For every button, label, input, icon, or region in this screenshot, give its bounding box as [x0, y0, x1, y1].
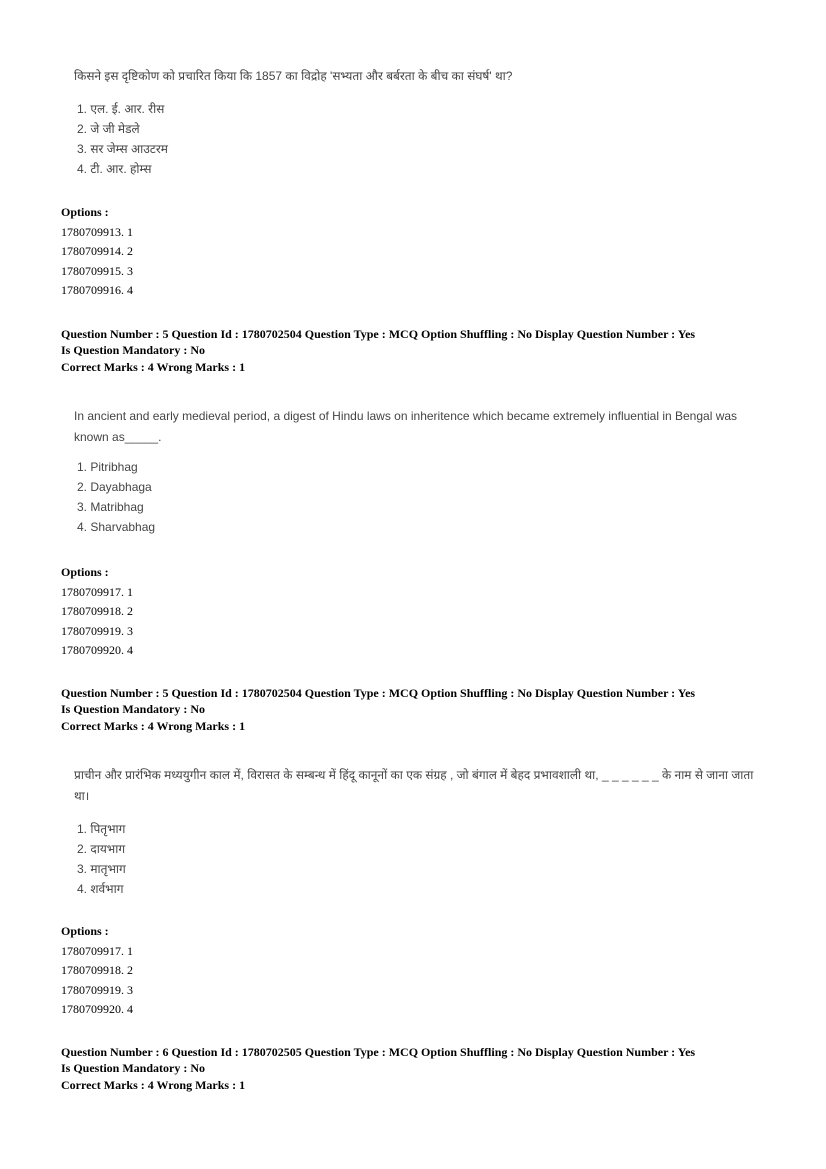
option-item: 4. शर्वभाग [77, 882, 124, 896]
meta-line: Question Number : 5 Question Id : 1780702504 Question Type : MCQ Option Shuffling : No Display Question Number : Yes [61, 686, 696, 700]
option-id-row: 1780709917. 1 [61, 943, 133, 958]
option-id-row: 1780709915. 3 [61, 263, 133, 278]
question-image-q5-english [74, 406, 744, 537]
option-list [74, 457, 744, 537]
meta-line: Correct Marks : 4 Wrong Marks : 1 [61, 360, 246, 374]
options-label: Options : [61, 565, 109, 579]
option-item: 3. Matribhag [77, 500, 144, 514]
option-id-row: 1780709920. 4 [61, 1002, 133, 1016]
meta-line: Correct Marks : 4 Wrong Marks : 1 [61, 1078, 246, 1092]
options-block [61, 563, 133, 661]
question-text: प्राचीन और प्रारंभिक मध्ययुगीन काल में, विरासत के सम्बन्ध में हिंदू कानूनों का एक संग्रह , जो बंगाल में बेहद प्रभावशाली था, _ _ _ _ _ _ के नाम से जाना जाता था। [74, 768, 754, 803]
option-item: 4. Sharvabhag [77, 520, 156, 534]
option-item: 2. Dayabhaga [77, 480, 152, 494]
option-item: 1. पितृभाग [77, 822, 126, 836]
question-meta [61, 326, 771, 375]
option-item: 4. टी. आर. होम्स [77, 162, 152, 176]
question-meta [61, 1044, 771, 1093]
meta-line: Correct Marks : 4 Wrong Marks : 1 [61, 719, 246, 733]
meta-line: Is Question Mandatory : No [61, 343, 206, 357]
question-image-q4-hindi [74, 66, 774, 179]
option-id-row: 1780709919. 3 [61, 982, 133, 997]
question-text: किसने इस दृष्टिकोण को प्रचारित किया कि 1857 का विद्रोह 'सभ्यता और बर्बरता के बीच का संघर्ष' था? [74, 69, 513, 83]
meta-line: Is Question Mandatory : No [61, 702, 206, 716]
option-item: 3. सर जेम्स आउटरम [77, 142, 168, 156]
option-item: 3. मातृभाग [77, 862, 126, 876]
option-id-row: 1780709916. 4 [61, 283, 133, 297]
option-id-row: 1780709917. 1 [61, 584, 133, 599]
option-item: 2. जे जी मेडले [77, 122, 140, 136]
option-id-row: 1780709919. 3 [61, 623, 133, 638]
options-label: Options : [61, 205, 109, 219]
option-id-row: 1780709920. 4 [61, 643, 133, 657]
option-id-row: 1780709918. 2 [61, 604, 133, 618]
options-label: Options : [61, 924, 109, 938]
meta-line: Question Number : 5 Question Id : 1780702504 Question Type : MCQ Option Shuffling : No Display Question Number : Yes [61, 327, 696, 341]
options-block [61, 922, 133, 1020]
option-item: 1. एल. ई. आर. रीस [77, 102, 165, 116]
question-text: In ancient and early medieval period, a digest of Hindu laws on inheritence which became extremely influential in Bengal was known as_____. [74, 409, 738, 444]
options-block [61, 203, 133, 301]
meta-line: Is Question Mandatory : No [61, 1061, 206, 1075]
question-meta [61, 685, 771, 734]
option-id-row: 1780709918. 2 [61, 963, 133, 977]
option-id-row: 1780709914. 2 [61, 244, 133, 258]
question-image-q5-hindi [74, 765, 769, 899]
option-list [74, 99, 774, 179]
option-id-row: 1780709913. 1 [61, 224, 133, 239]
option-list [74, 819, 769, 899]
meta-line: Question Number : 6 Question Id : 1780702505 Question Type : MCQ Option Shuffling : No Display Question Number : Yes [61, 1045, 696, 1059]
option-item: 2. दायभाग [77, 842, 126, 856]
option-item: 1. Pitribhag [77, 460, 138, 474]
